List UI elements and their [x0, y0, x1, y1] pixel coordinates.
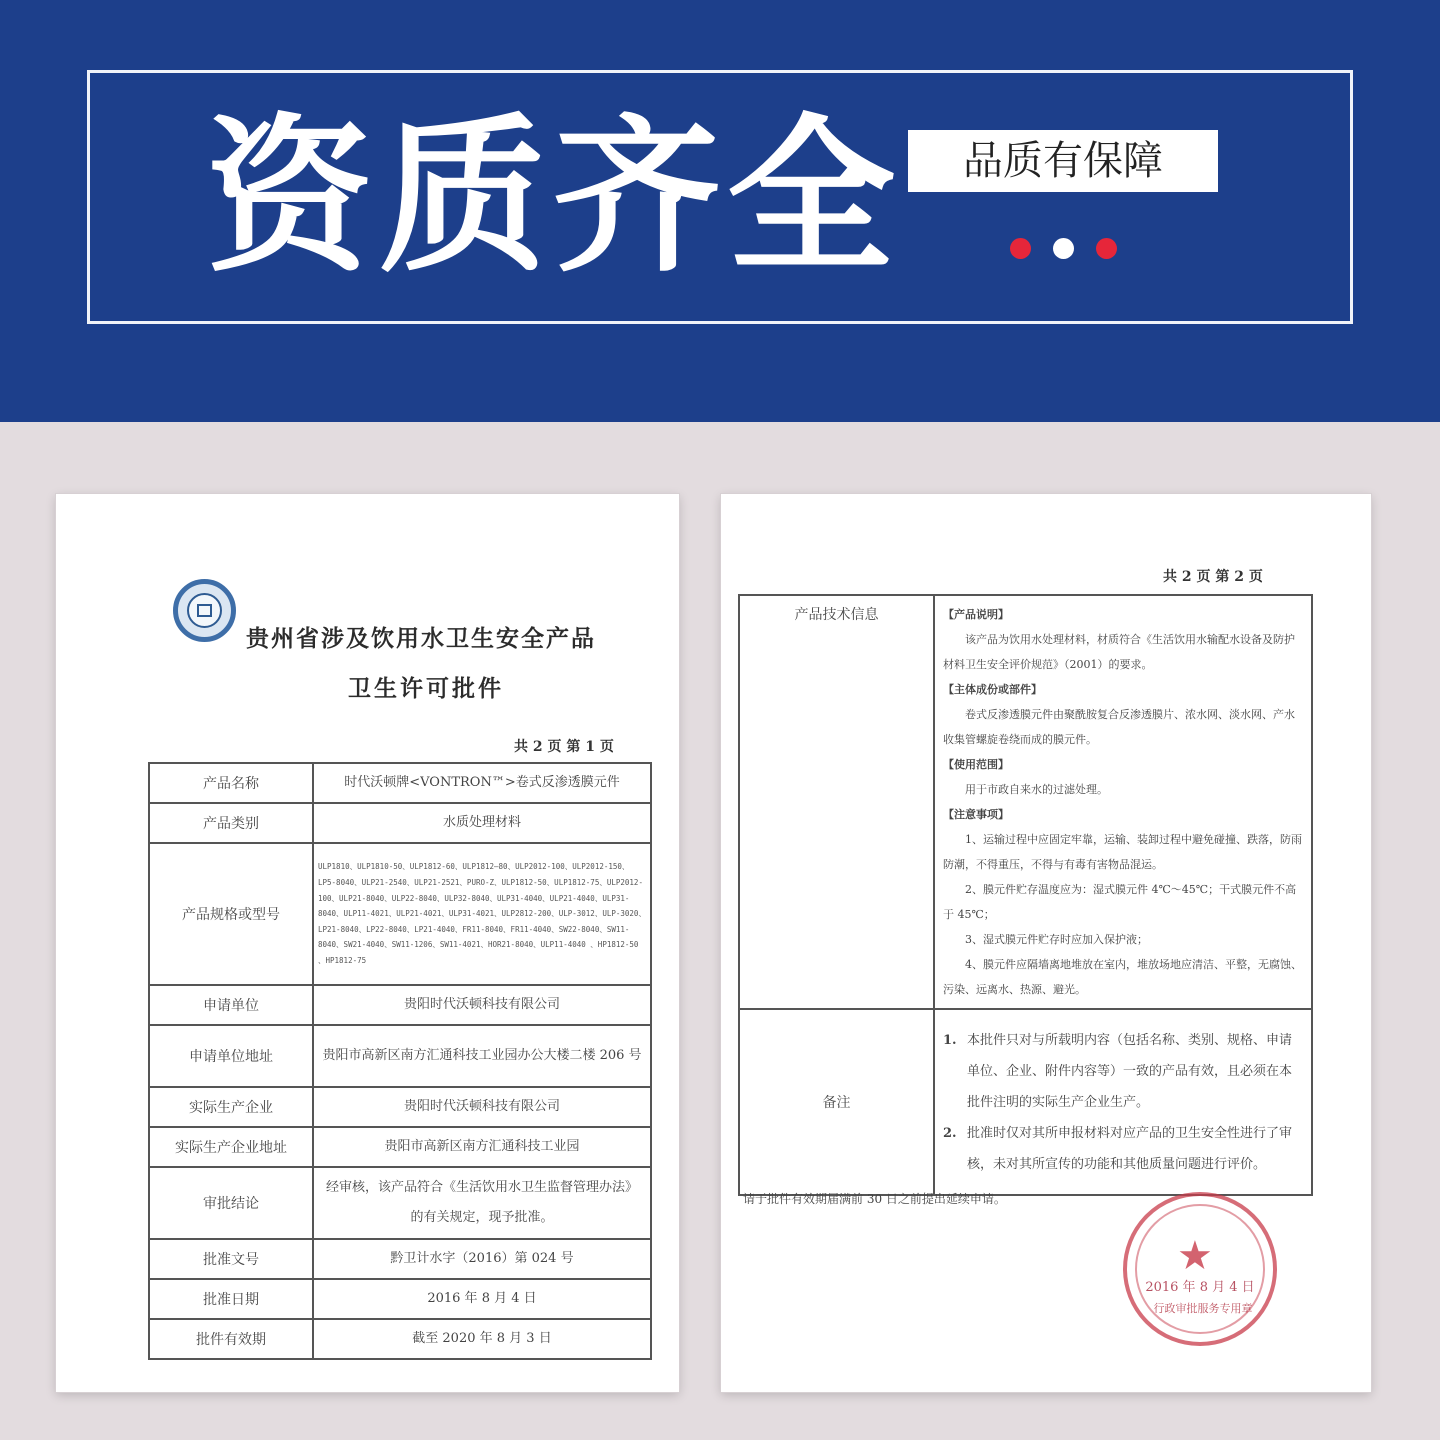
table-row	[149, 1319, 651, 1359]
row-value-models: ULP1810、ULP1810-50、ULP1812-60、ULP1812—80、ULP2012-100、ULP2012-150、LP5-8040、ULP21-2540、ULP21-2521、PURO-Z、ULP1812-50、ULP1812-75、ULP2012-100、ULP21-8040、ULP22-8040、ULP32-8040、ULP31-4040、ULP21-4040、ULP31-8040、ULP11-4021、ULP21-4021、ULP31-4021、ULP2812-200、ULP-3012、ULP-3020、LP21-8040、LP22-8040、LP21-4040、FR11-8040、FR11-4040、SW22-8040、SW11-8040、SW21-4040、SW11-1206、SW11-4021、HOR21-8040、ULP11-4040 、HP1812-50 、HP1812-75	[313, 843, 651, 985]
section-text: 4、膜元件应隔墙离地堆放在室内，堆放场地应清洁、平整，无腐蚀、污染、远离水、热源、避光。	[943, 958, 1302, 996]
table-row	[149, 1087, 651, 1127]
table-row	[739, 1009, 1312, 1195]
row-label: 批件有效期	[149, 1319, 313, 1359]
table-row	[149, 1239, 651, 1279]
row-label: 产品名称	[149, 763, 313, 803]
permit-page-1	[56, 494, 679, 1392]
row-value: 贵阳时代沃顿科技有限公司	[313, 985, 651, 1025]
note-item	[943, 1025, 1303, 1118]
stamp-text: 行政审批服务专用章	[1153, 1302, 1253, 1315]
permit-title-line2: 卫生许可批件	[348, 675, 504, 702]
notes-content	[934, 1009, 1312, 1195]
note-number: 2.	[943, 1125, 957, 1141]
row-value: 截至 2020 年 8 月 3 日	[313, 1319, 651, 1359]
table-row	[739, 595, 1312, 1009]
table-row	[149, 1279, 651, 1319]
section-heading: 【使用范围】	[943, 758, 1009, 771]
stamp-date: 2016 年 8 月 4 日	[1145, 1280, 1255, 1295]
decorative-dots	[1010, 238, 1117, 259]
table-row	[149, 1127, 651, 1167]
section-text: 1、运输过程中应固定牢靠，运输、装卸过程中避免碰撞、跌落，防雨防潮，不得重压，不得与有毒有害物品混运。	[943, 833, 1302, 871]
row-label: 审批结论	[149, 1167, 313, 1239]
row-value: 贵阳市高新区南方汇通科技工业园办公大楼二楼 206 号	[313, 1025, 651, 1087]
page-number: 共 2 页 第 2 页	[1163, 569, 1263, 585]
section-text: 2、膜元件贮存温度应为：湿式膜元件 4℃～45℃；干式膜元件不高于 45℃；	[943, 883, 1297, 921]
dot-3	[1096, 238, 1117, 259]
section-text: 3、湿式膜元件贮存时应加入保护液；	[965, 933, 1148, 946]
note-text: 本批件只对与所载明内容（包括名称、类别、规格、申请单位、企业、附件内容等）一致的产品有效，且必须在本批件注明的实际生产企业生产。	[967, 1032, 1293, 1110]
headline: 资质齐全	[205, 99, 901, 295]
section-text: 用于市政自来水的过滤处理。	[965, 783, 1108, 796]
section-text: 该产品为饮用水处理材料，材质符合《生活饮用水输配水设备及防护材料卫生安全评价规范》（2001）的要求。	[943, 633, 1295, 671]
dot-1	[1010, 238, 1031, 259]
row-label: 申请单位	[149, 985, 313, 1025]
tech-info-label: 产品技术信息	[739, 595, 934, 1009]
top-banner	[0, 0, 1440, 422]
row-value: 贵阳时代沃顿科技有限公司	[313, 1087, 651, 1127]
row-label: 批准文号	[149, 1239, 313, 1279]
row-label: 实际生产企业	[149, 1087, 313, 1127]
star-icon: ★	[1177, 1233, 1213, 1279]
row-value: 经审核，该产品符合《生活饮用水卫生监督管理办法》的有关规定，现予批准。	[313, 1167, 651, 1239]
section-heading: 【注意事项】	[943, 808, 1009, 821]
renewal-footnote: 请于批件有效期届满前 30 日之前提出延续申请。	[743, 1192, 1006, 1206]
row-value: 2016 年 8 月 4 日	[313, 1279, 651, 1319]
row-label: 产品类别	[149, 803, 313, 843]
row-value: 水质处理材料	[313, 803, 651, 843]
row-label: 批准日期	[149, 1279, 313, 1319]
dot-2	[1053, 238, 1074, 259]
tagline-box: 品质有保障	[908, 130, 1218, 192]
row-label: 产品规格或型号	[149, 843, 313, 985]
row-value: 时代沃顿牌<VONTRON™>卷式反渗透膜元件	[313, 763, 651, 803]
row-label: 实际生产企业地址	[149, 1127, 313, 1167]
row-value: 黔卫计水字（2016）第 024 号	[313, 1239, 651, 1279]
note-text: 批准时仅对其所申报材料对应产品的卫生安全性进行了审核，未对其所宣传的功能和其他质量问题进行评价。	[967, 1125, 1293, 1172]
table-row	[149, 1167, 651, 1239]
permit-page-2	[721, 494, 1371, 1392]
tech-info-content	[934, 595, 1312, 1009]
tech-info-table	[738, 594, 1313, 1196]
note-item	[943, 1118, 1303, 1180]
row-value: 贵阳市高新区南方汇通科技工业园	[313, 1127, 651, 1167]
table-row	[149, 985, 651, 1025]
official-seal-stamp	[1123, 1192, 1277, 1346]
row-label: 申请单位地址	[149, 1025, 313, 1087]
table-row	[149, 1025, 651, 1087]
table-row	[149, 803, 651, 843]
section-text: 卷式反渗透膜元件由聚酰胺复合反渗透膜片、浓水网、淡水网、产水收集管螺旋卷绕而成的膜元件。	[943, 708, 1295, 746]
table-row	[149, 843, 651, 985]
notes-label: 备注	[739, 1009, 934, 1195]
health-emblem-icon	[173, 579, 236, 642]
table-row	[149, 763, 651, 803]
note-number: 1.	[943, 1032, 957, 1048]
section-heading: 【主体成份或部件】	[943, 683, 1042, 696]
permit-info-table	[148, 762, 652, 1360]
permit-title-line1: 贵州省涉及饮用水卫生安全产品	[246, 625, 596, 652]
page-number: 共 2 页 第 1 页	[514, 739, 614, 755]
section-heading: 【产品说明】	[943, 608, 1009, 621]
